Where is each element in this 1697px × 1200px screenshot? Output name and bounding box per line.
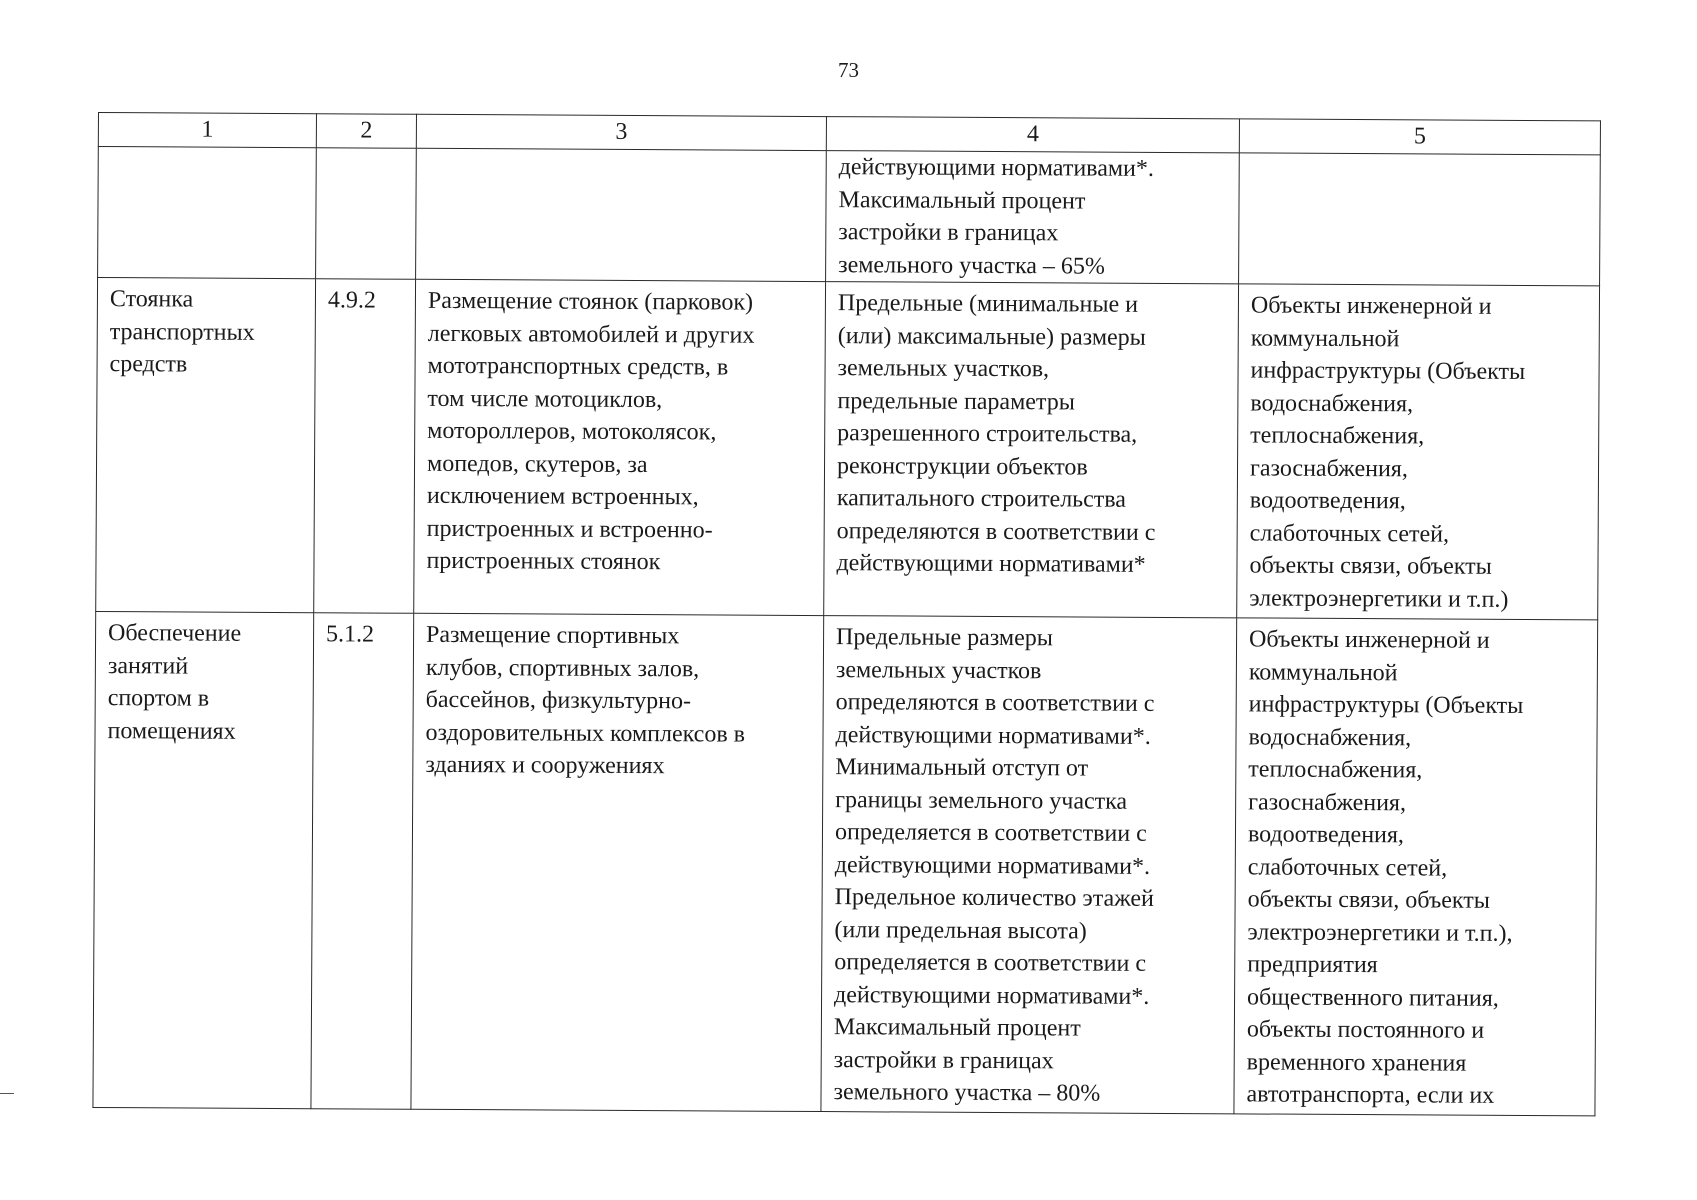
cell-text: Обеспечение занятий спортом в помещениях <box>107 620 242 745</box>
cell-code <box>311 613 414 1110</box>
cell-parameters <box>821 616 1237 1114</box>
cell-text: Объекты инженерной и коммунальной инфраструктуры (Объекты водоснабжения, теплоснабжения, газоснабжения, водоотведения, слаботочных сетей, объекты связи, объекты электроэнергетики и т.п.), предприятия общественного питания, объекты постоянного и временного хранения автотранспорта, если их <box>1246 626 1524 1109</box>
cell-text: 4.9.2 <box>327 287 377 314</box>
column-header-2: 2 <box>316 114 416 149</box>
cell-auxiliary <box>1239 153 1601 286</box>
cell-text <box>111 147 304 148</box>
column-header-5: 5 <box>1239 119 1600 155</box>
column-header-4: 4 <box>826 117 1239 153</box>
column-header-1: 1 <box>98 113 316 148</box>
cell-text: Объекты инженерной и коммунальной инфраструктуры (Объекты водоснабжения, теплоснабжения, газоснабжения, водоотведения, слаботочных сетей, объекты связи, объекты электроэнергетики и т.п.) <box>1249 292 1526 613</box>
cell-text <box>1252 153 1588 155</box>
cell-text: 5.1.2 <box>326 621 375 648</box>
cell-description <box>414 279 826 615</box>
cell-name <box>98 147 317 279</box>
column-header-3: 3 <box>416 114 826 150</box>
cell-text: действующими нормативами*. Максимальный процент застройки в границах земельного участка – 65% <box>838 154 1154 280</box>
table-row <box>93 611 1598 1115</box>
cell-auxiliary <box>1237 284 1600 620</box>
cell-name <box>93 611 314 1108</box>
cell-text: Предельные размеры земельных участков определяются в соответствии с действующими нормативами*. Минимальный отступ от границы земельного участка определяется в соответствии с действующими нормативами*. Предельное количество этажей (или предельная высота) определяется в соответствии с действующими нормативами*. Максимальный процент застройки в границах земельного участка – 80% <box>833 624 1155 1107</box>
cell-text: Размещение стоянок (парковок) легковых автомобилей и других мототранспортных средств, в том числе мотоциклов, мотороллеров, мотоколясок, мопедов, скутеров, за исключением встроенных, пристроенных и встроенно- пристроенных стоянок <box>426 287 755 576</box>
cell-code <box>314 279 416 614</box>
cell-text: Размещение спортивных клубов, спортивных залов, бассейнов, физкультурно- оздоровительных комплексов в зданиях и сооружениях <box>425 621 746 780</box>
cell-description <box>416 148 827 281</box>
page-number: 73 <box>838 58 859 82</box>
cell-text: Предельные (минимальные и (или) максимальные) размеры земельных участков, предельные параметры разрешенного строительства, реконструкции объектов капитального строительства определяются в соответствии с действующими нормативами* <box>836 290 1156 578</box>
cell-auxiliary <box>1234 618 1598 1116</box>
table-row <box>98 147 1601 286</box>
table-row <box>96 278 1600 620</box>
land-use-table <box>92 112 1601 1116</box>
cell-parameters <box>826 151 1240 284</box>
cell-description <box>411 613 824 1111</box>
cell-name <box>96 278 316 613</box>
cell-code <box>316 148 417 280</box>
cell-parameters <box>824 282 1239 618</box>
scan-edge-mark <box>0 1093 14 1094</box>
cell-text: Стоянка транспортных средств <box>109 286 255 378</box>
